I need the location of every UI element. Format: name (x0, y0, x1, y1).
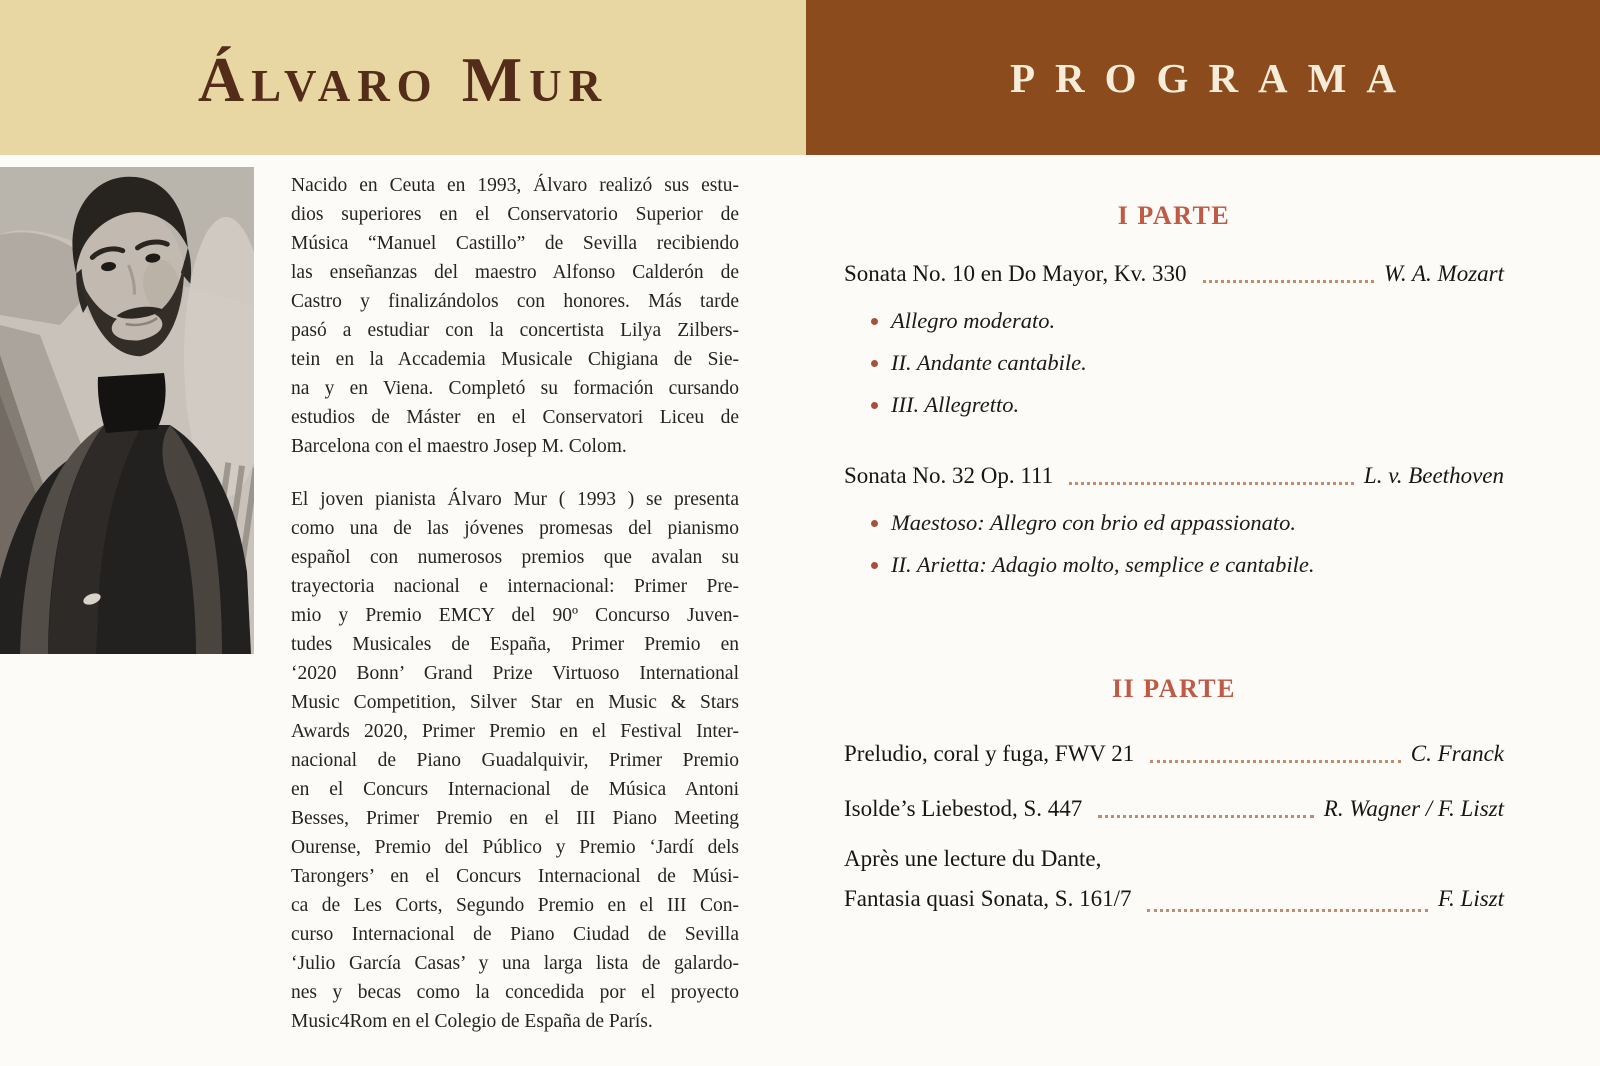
bio-line: Nacido en Ceuta en 1993, Álvaro realizó sus estu- (291, 175, 739, 196)
bio-line: ca de Les Corts, Segundo Premio en el III Con- (291, 895, 739, 916)
dotted-leader (1150, 760, 1401, 763)
work-entry (844, 460, 1504, 586)
bullet-icon (871, 520, 878, 527)
bio-line: Music Competition, Silver Star en Music & Stars (291, 692, 739, 713)
bio-line: estudios de Máster en el Conservatori Liceu de (291, 407, 739, 428)
portrait-illustration (0, 167, 254, 654)
bullet-icon (871, 360, 878, 367)
movement-item (844, 300, 1504, 342)
movement-title: Maestoso: Allegro con brio ed appassionato. (891, 510, 1296, 535)
bio-line: Barcelona con el maestro Josep M. Colom. (291, 436, 627, 457)
composer-name: W. A. Mozart (1383, 261, 1504, 286)
movement-item (844, 342, 1504, 384)
bio-line: nacional de Piano Guadalquivir, Primer Premio (291, 750, 739, 771)
bio-line: tein en la Accademia Musicale Chigiana de Sie- (291, 349, 739, 370)
work-row (844, 258, 1504, 290)
work-row (844, 793, 1504, 825)
bullet-icon (871, 318, 878, 325)
movement-title: II. Andante cantabile. (891, 350, 1087, 375)
work-title: Preludio, coral y fuga, FWV 21 (844, 741, 1135, 766)
bio-line: mio y Premio EMCY del 90º Concurso Juven- (291, 605, 739, 626)
left-header-band (0, 0, 806, 155)
artist-name-title: Álvaro Mur (197, 43, 609, 115)
dotted-leader (1147, 909, 1427, 912)
movement-title: III. Allegretto. (891, 392, 1020, 417)
movement-list (844, 502, 1504, 586)
bio-line: Awards 2020, Primer Premio en el Festival Inter- (291, 721, 739, 742)
dotted-leader (1098, 815, 1313, 818)
artist-photo (0, 167, 254, 654)
work-title: Sonata No. 32 Op. 111 (844, 463, 1054, 488)
bio-line: las enseñanzas del maestro Alfonso Calderón de (291, 262, 739, 283)
bio-line: na y en Viena. Completó su formación cursando (291, 378, 739, 399)
bio-line: ‘2020 Bonn’ Grand Prize Virtuoso International (291, 663, 739, 684)
bullet-icon (871, 562, 878, 569)
work-entry (844, 839, 1504, 919)
bullet-icon (871, 402, 878, 409)
work-row (844, 879, 1504, 919)
bio-line: ‘Julio García Casas’ y una larga lista de galardo- (291, 953, 739, 974)
bio-line: dios superiores en el Conservatorio Superior de (291, 204, 739, 225)
work-title: Isolde’s Liebestod, S. 447 (844, 796, 1083, 821)
bio-line: Ourense, Premio del Público y Premio ‘Jardí dels (291, 837, 739, 858)
bio-line: curso Internacional de Piano Ciudad de Sevilla (291, 924, 739, 945)
bio-line: Música “Manuel Castillo” de Sevilla recibiendo (291, 233, 739, 254)
movement-title: II. Arietta: Adagio molto, semplice e cantabile. (891, 552, 1315, 577)
work-entry (844, 738, 1504, 770)
bio-line: como una de las jóvenes promesas del pianismo (291, 518, 739, 539)
bio-line: español con numerosos premios que avalan su (291, 547, 739, 568)
composer-name: C. Franck (1410, 741, 1504, 766)
bio-line: tudes Musicales de España, Primer Premio en (291, 634, 739, 655)
work-title: Fantasia quasi Sonata, S. 161/7 (844, 886, 1132, 911)
program-listing (806, 155, 1600, 919)
part-heading: I PARTE (1117, 201, 1231, 230)
work-entry (844, 793, 1504, 825)
bio-line: en el Concurs Internacional de Música Antoni (291, 779, 739, 800)
bio-paragraph-2 (291, 485, 739, 1036)
movement-list (844, 300, 1504, 426)
work-row (844, 738, 1504, 770)
bio-line: Castro y finalizándolos con honores. Más tarde (291, 291, 739, 312)
bio-line: El joven pianista Álvaro Mur ( 1993 ) se presenta (291, 489, 739, 510)
work-row (844, 460, 1504, 492)
bio-line: pasó a estudiar con la concertista Lilya Zilbers- (291, 320, 739, 341)
movement-item (844, 502, 1504, 544)
movement-title: Allegro moderato. (891, 308, 1056, 333)
bio-line: trayectoria nacional e internacional: Primer Pre- (291, 576, 739, 597)
composer-name: F. Liszt (1437, 886, 1504, 911)
movement-item (844, 384, 1504, 426)
artist-bio (291, 171, 739, 1036)
dotted-leader (1203, 280, 1374, 283)
work-title: Sonata No. 10 en Do Mayor, Kv. 330 (844, 261, 1187, 286)
composer-name: R. Wagner / F. Liszt (1323, 796, 1504, 821)
bio-paragraph-1 (291, 171, 739, 461)
work-entry (844, 258, 1504, 426)
movement-item (844, 544, 1504, 586)
dotted-leader (1069, 482, 1354, 485)
program-header-band (806, 0, 1600, 155)
bio-line: Music4Rom en el Colegio de España de París. (291, 1011, 653, 1032)
part-heading: II PARTE (1111, 674, 1236, 703)
bio-line: Besses, Primer Premio en el III Piano Meeting (291, 808, 739, 829)
composer-name: L. v. Beethoven (1363, 463, 1504, 488)
work-title-line1: Après une lecture du Dante, (844, 846, 1102, 871)
program-header-title: PROGRAMA (1010, 54, 1416, 101)
bio-line: Tarongers’ en el Concurs Internacional de Músi- (291, 866, 739, 887)
bio-line: nes y becas como la concedida por el proyecto (291, 982, 739, 1003)
